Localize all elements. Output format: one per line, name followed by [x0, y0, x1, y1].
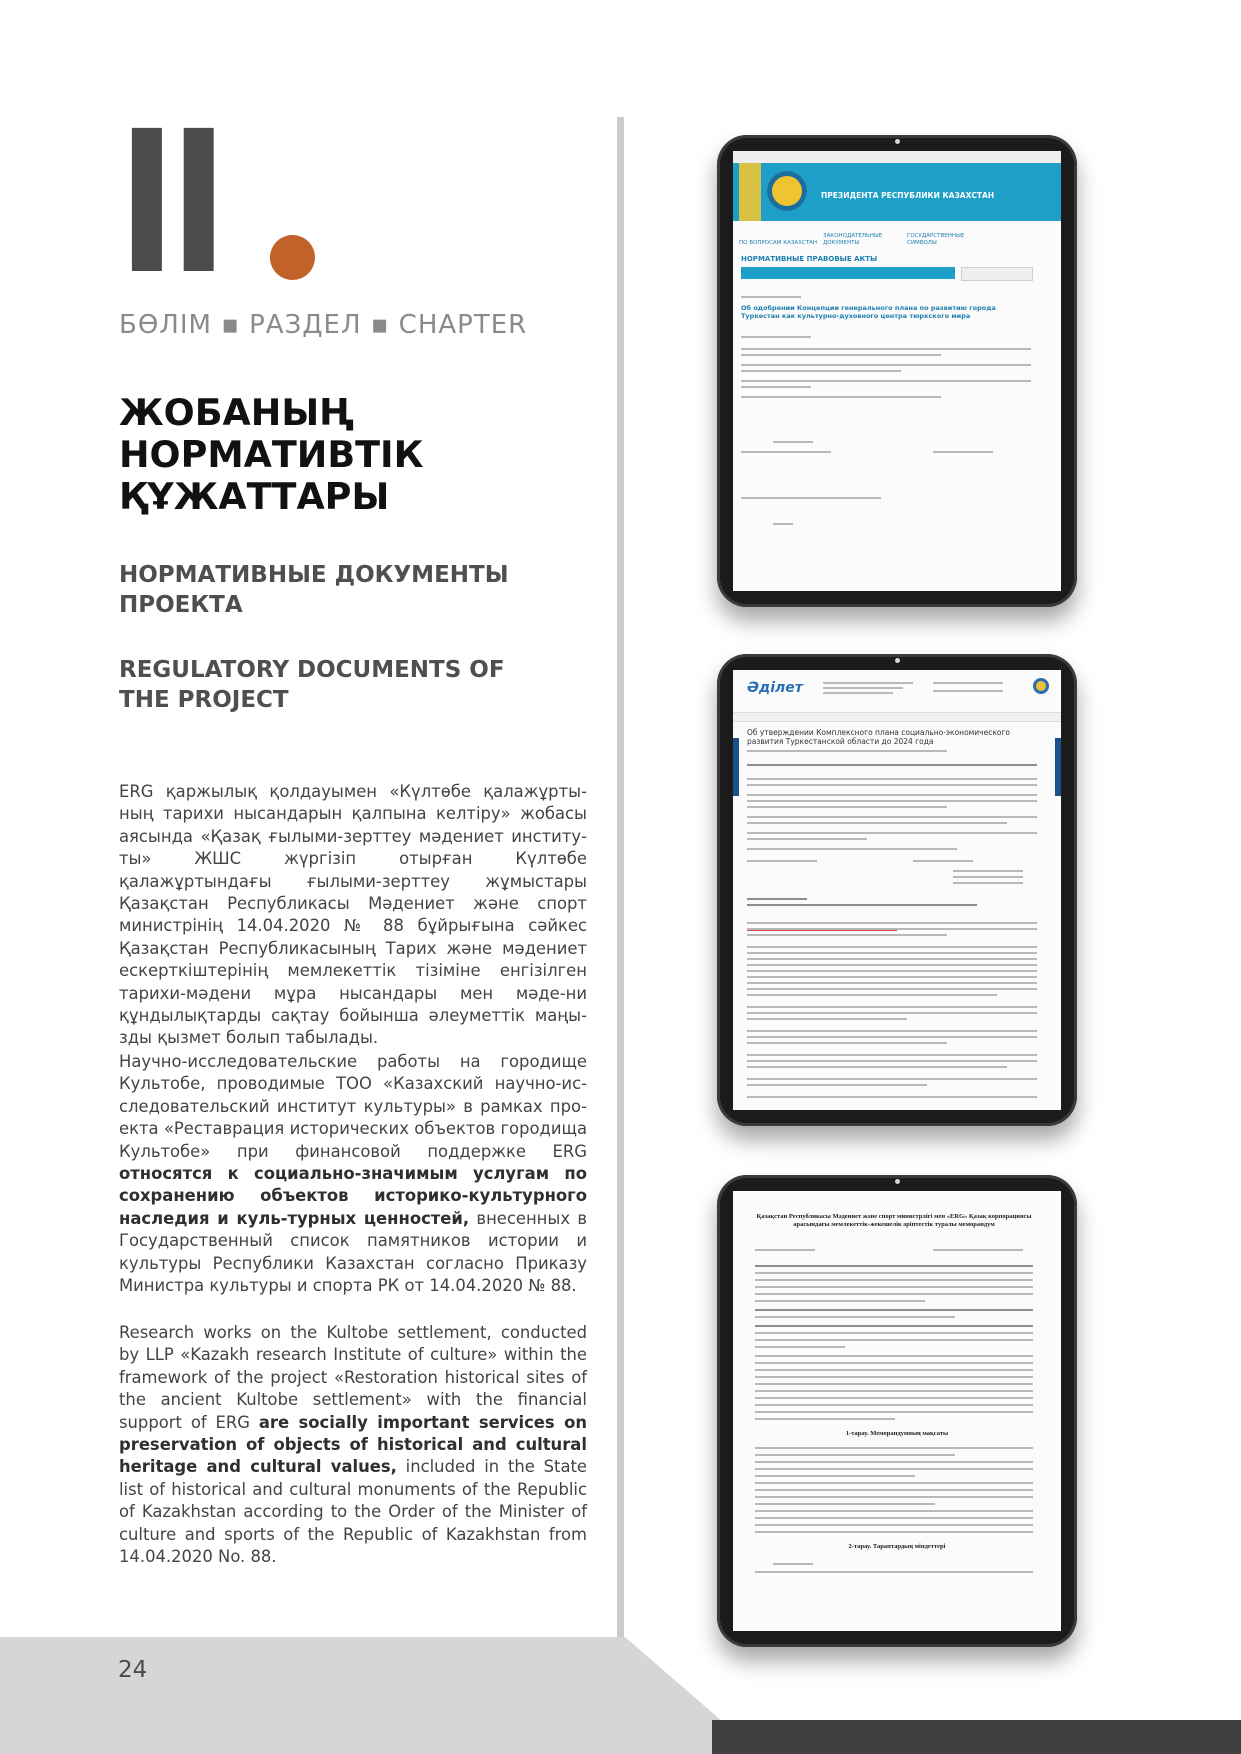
- tablet-screen: [733, 1191, 1061, 1631]
- page-number: 24: [118, 1657, 148, 1683]
- text-line: [747, 800, 1037, 802]
- tablet-adilet-document: [717, 654, 1077, 1126]
- text-line: [747, 1030, 1037, 1032]
- paragraph-russian-rest: внесенных в Государственный список памятников истории и культуры Республики Казахстан согласно Приказу Министра культуры и спорта РК от 14.04.2020 № 88.: [119, 1208, 587, 1296]
- text-line: [755, 1309, 1033, 1311]
- text-line: [823, 692, 893, 694]
- nav-item: ПО ВОПРОСАМ КАЗАХСТАН: [739, 240, 818, 246]
- section-heading: НОРМАТИВНЫЕ ПРАВОВЫЕ АКТЫ: [741, 255, 878, 263]
- text-line: [747, 848, 957, 850]
- title-english: REGULATORY DOCUMENTS OF THE PROJECT: [119, 657, 505, 713]
- text-line: [773, 1563, 813, 1565]
- text-line: [747, 750, 947, 752]
- text-line: [755, 1418, 895, 1420]
- text-line: [747, 952, 1037, 954]
- text-line: [747, 1006, 1037, 1008]
- text-line: [953, 870, 1023, 872]
- tablet-screen: [733, 670, 1061, 1110]
- text-line: [747, 898, 807, 900]
- camera-dot: [895, 1179, 900, 1184]
- paragraph-kazakh: ERG қаржылық қолдауымен «Күлтөбе қалажұрты-ның тарихи нысандарын қалпына келтіру» жобасы аясында «Қазақ ғылыми-зерттеу мәдениет институ-ты» ЖШС жүргізіп отырған Күлтөбе қалажұртындағы ғылыми-зерттеу жұмыстары Қазақстан Республикасы Мәдениет және спорт министрінің 14.04.2020 № 88 бұйрығына сәйкес Қазақстан Республикасының Тарих және мәдениет ескерткіштерінің мемлекеттік тізіміне енгізілген тарихи-мәдени мұра нысандары мен мәде-ни құндылықтарды сақтау бойынша әлеуметтік маңы-зды қызмет болып табылады.: [119, 782, 587, 1048]
- camera-dot: [895, 139, 900, 144]
- text-line: [741, 296, 801, 298]
- paragraph-russian: [119, 1051, 587, 1297]
- text-line: [773, 523, 793, 525]
- adilet-logo: Әділет: [747, 680, 803, 696]
- text-line: [747, 832, 1037, 834]
- text-line: [747, 1066, 1007, 1068]
- text-line: [755, 1454, 955, 1456]
- text-line: [755, 1475, 915, 1477]
- text-line: [747, 928, 1037, 930]
- browser-toolbar: [733, 151, 1061, 163]
- filter-select: [961, 267, 1033, 281]
- text-line: [913, 860, 973, 862]
- text-line: [773, 441, 813, 443]
- text-line: [755, 1293, 1033, 1295]
- text-line: [747, 860, 817, 862]
- tablet-memorandum: [717, 1175, 1077, 1647]
- text-line: [755, 1571, 1033, 1573]
- text-line: [747, 922, 1037, 924]
- text-line: [755, 1376, 1033, 1378]
- text-line: [741, 386, 811, 388]
- chapter-numeral: II: [118, 84, 222, 316]
- search-bar: [741, 267, 955, 279]
- text-line: [747, 946, 1037, 948]
- text-line: [755, 1346, 845, 1348]
- text-line: [747, 1084, 927, 1086]
- paragraph-english: [119, 1322, 587, 1568]
- state-emblem-icon: [767, 171, 807, 211]
- site-nav: [739, 229, 1061, 247]
- text-line: [755, 1489, 1033, 1491]
- text-line: [747, 778, 1037, 780]
- text-line: [755, 1496, 1033, 1498]
- state-seal-icon: [1033, 678, 1049, 694]
- nav-item: ГОСУДАРСТВЕННЫЕ СИМВОЛЫ: [907, 233, 965, 246]
- text-line: [747, 794, 1037, 796]
- text-line: [747, 982, 1037, 984]
- text-line: [747, 970, 1037, 972]
- text-line: [755, 1503, 935, 1505]
- paragraph-english-rest: included in the State list of historical and cultural monuments of the Republic of Kazakhstan according to the Order of the Minister of culture and sports of the Republic of Kazakhstan from 14.04.2020 No. 88.: [119, 1457, 588, 1567]
- text-line: [747, 934, 947, 936]
- site-banner-title: ПРЕЗИДЕНТА РЕСПУБЛИКИ КАЗАХСТАН: [821, 191, 995, 200]
- text-line: [755, 1286, 1033, 1288]
- text-line: [933, 690, 1003, 692]
- accent-bar: [733, 738, 739, 796]
- chapter-numeral-dot: [270, 235, 315, 280]
- text-line: [741, 451, 831, 453]
- text-line: [741, 497, 881, 499]
- text-line: [755, 1279, 1033, 1281]
- accent-bar: [1055, 738, 1061, 796]
- column-divider: [617, 117, 624, 1637]
- text-line: [747, 1096, 1037, 1098]
- text-line: [823, 682, 913, 684]
- paragraph-english-emphasis: are socially important services on preservation of objects of historical and cultural heritage and cultural values,: [119, 1412, 587, 1477]
- footer-dark-band: [712, 1720, 1241, 1754]
- text-line: [747, 904, 977, 906]
- site-banner: [733, 163, 1061, 221]
- paragraph-russian-intro: Научно-исследовательские работы на городище Культобе, проводимые ТОО «Казахский научно-ис-следовательский институт культуры» в рамках про-екта «Реставрация исторических объектов городища Культобе» при финансовой поддержке ERG: [119, 1052, 587, 1161]
- text-line: [755, 1397, 1033, 1399]
- text-line: [755, 1316, 955, 1318]
- text-line: [755, 1461, 1033, 1463]
- text-line: [755, 1517, 1033, 1519]
- text-line: [755, 1531, 1033, 1533]
- document-heading: Об утверждении Комплексного плана социально-экономического развития Туркестанской области до 2024 года: [747, 728, 1011, 746]
- text-line: [755, 1447, 1033, 1449]
- text-line: [747, 784, 1037, 786]
- text-line: [747, 1042, 947, 1044]
- text-line: [755, 1383, 1033, 1385]
- camera-dot: [895, 658, 900, 663]
- text-line: [755, 1404, 1033, 1406]
- nav-item: ЗАКОНОДАТЕЛЬНЫЕ ДОКУМЕНТЫ: [823, 233, 883, 246]
- text-line: [747, 1012, 1037, 1014]
- text-line: [741, 364, 1031, 366]
- text-line: [747, 1078, 1037, 1080]
- text-line: [741, 396, 941, 398]
- text-line: [755, 1482, 1033, 1484]
- text-line: [747, 806, 947, 808]
- text-line: [741, 380, 1031, 382]
- text-line: [755, 1272, 1033, 1274]
- text-line: [747, 976, 1037, 978]
- paragraph-english-intro: Research works on the Kultobe settlement, conducted by LLP «Kazakh research Institute of culture» within the framework of the project «Restoration historical sites of the ancient Kultobe settlement» with the financial support of ERG: [119, 1323, 587, 1432]
- text-line: [755, 1249, 815, 1251]
- text-line: [755, 1300, 925, 1302]
- text-line: [755, 1339, 1033, 1341]
- text-line: [953, 876, 1023, 878]
- text-line: [755, 1524, 1033, 1526]
- text-line: [823, 687, 903, 689]
- tablet-presidential-decree: [717, 135, 1077, 607]
- text-line: [741, 336, 811, 338]
- national-ornament: [739, 163, 761, 221]
- tabs-line: [747, 764, 1037, 766]
- paragraph-russian-emphasis: относятся к социально-значимым услугам по сохранению объектов историко-культурного наследия и куль-турных ценностей,: [119, 1164, 587, 1228]
- text-line: [747, 958, 1037, 960]
- memorandum-section-heading: 1-тарау. Меморандумның мақсаты: [845, 1430, 949, 1437]
- text-line: [755, 1325, 1033, 1327]
- text-line: [755, 1355, 1033, 1357]
- text-line: [741, 370, 901, 372]
- text-line: [755, 1369, 1033, 1371]
- text-line: [741, 354, 941, 356]
- tablet-screen: [733, 151, 1061, 591]
- chapter-label: БӨЛІМ ▪ РАЗДЕЛ ▪ CHAPTER: [119, 310, 528, 340]
- document-heading: Об одобрении Концепции генерального плана по развитию города Туркестан как культурно-духовного центра тюркского мира: [741, 304, 996, 320]
- memorandum-title: Қазақстан Республикасы Мәдениет және спорт министрлігі мен «ERG» Қазақ корпорациясы арасындағы мемлекеттік-жекешелік әріптестік туралы меморандум: [756, 1213, 1032, 1228]
- text-line: [741, 348, 1031, 350]
- text-line: [755, 1510, 1033, 1512]
- text-line: [747, 1060, 1037, 1062]
- text-line: [747, 816, 1037, 818]
- text-line: [747, 1018, 907, 1020]
- text-line: [933, 682, 1003, 684]
- title-russian: НОРМАТИВНЫЕ ДОКУМЕНТЫ ПРОЕКТА: [119, 562, 509, 618]
- text-line: [755, 1332, 1033, 1334]
- text-line: [747, 838, 867, 840]
- text-line: [755, 1468, 1033, 1470]
- text-line: [747, 994, 997, 996]
- text-line: [747, 1036, 1037, 1038]
- text-line: [755, 1362, 1033, 1364]
- text-line: [747, 822, 1007, 824]
- text-line: [933, 451, 993, 453]
- text-line: [933, 1249, 1023, 1251]
- text-line: [747, 1054, 1037, 1056]
- memorandum-section-heading: 2-тарау. Тараптардың міндеттері: [848, 1543, 946, 1550]
- text-line: [747, 988, 1037, 990]
- text-line: [755, 1411, 1033, 1413]
- site-menu: [733, 712, 1061, 722]
- title-kazakh: ЖОБАНЫҢ НОРМАТИВТІК ҚҰЖАТТАРЫ: [119, 391, 424, 518]
- text-line: [755, 1390, 1033, 1392]
- text-line: [747, 964, 1037, 966]
- text-line: [953, 882, 1023, 884]
- text-line: [755, 1265, 1033, 1267]
